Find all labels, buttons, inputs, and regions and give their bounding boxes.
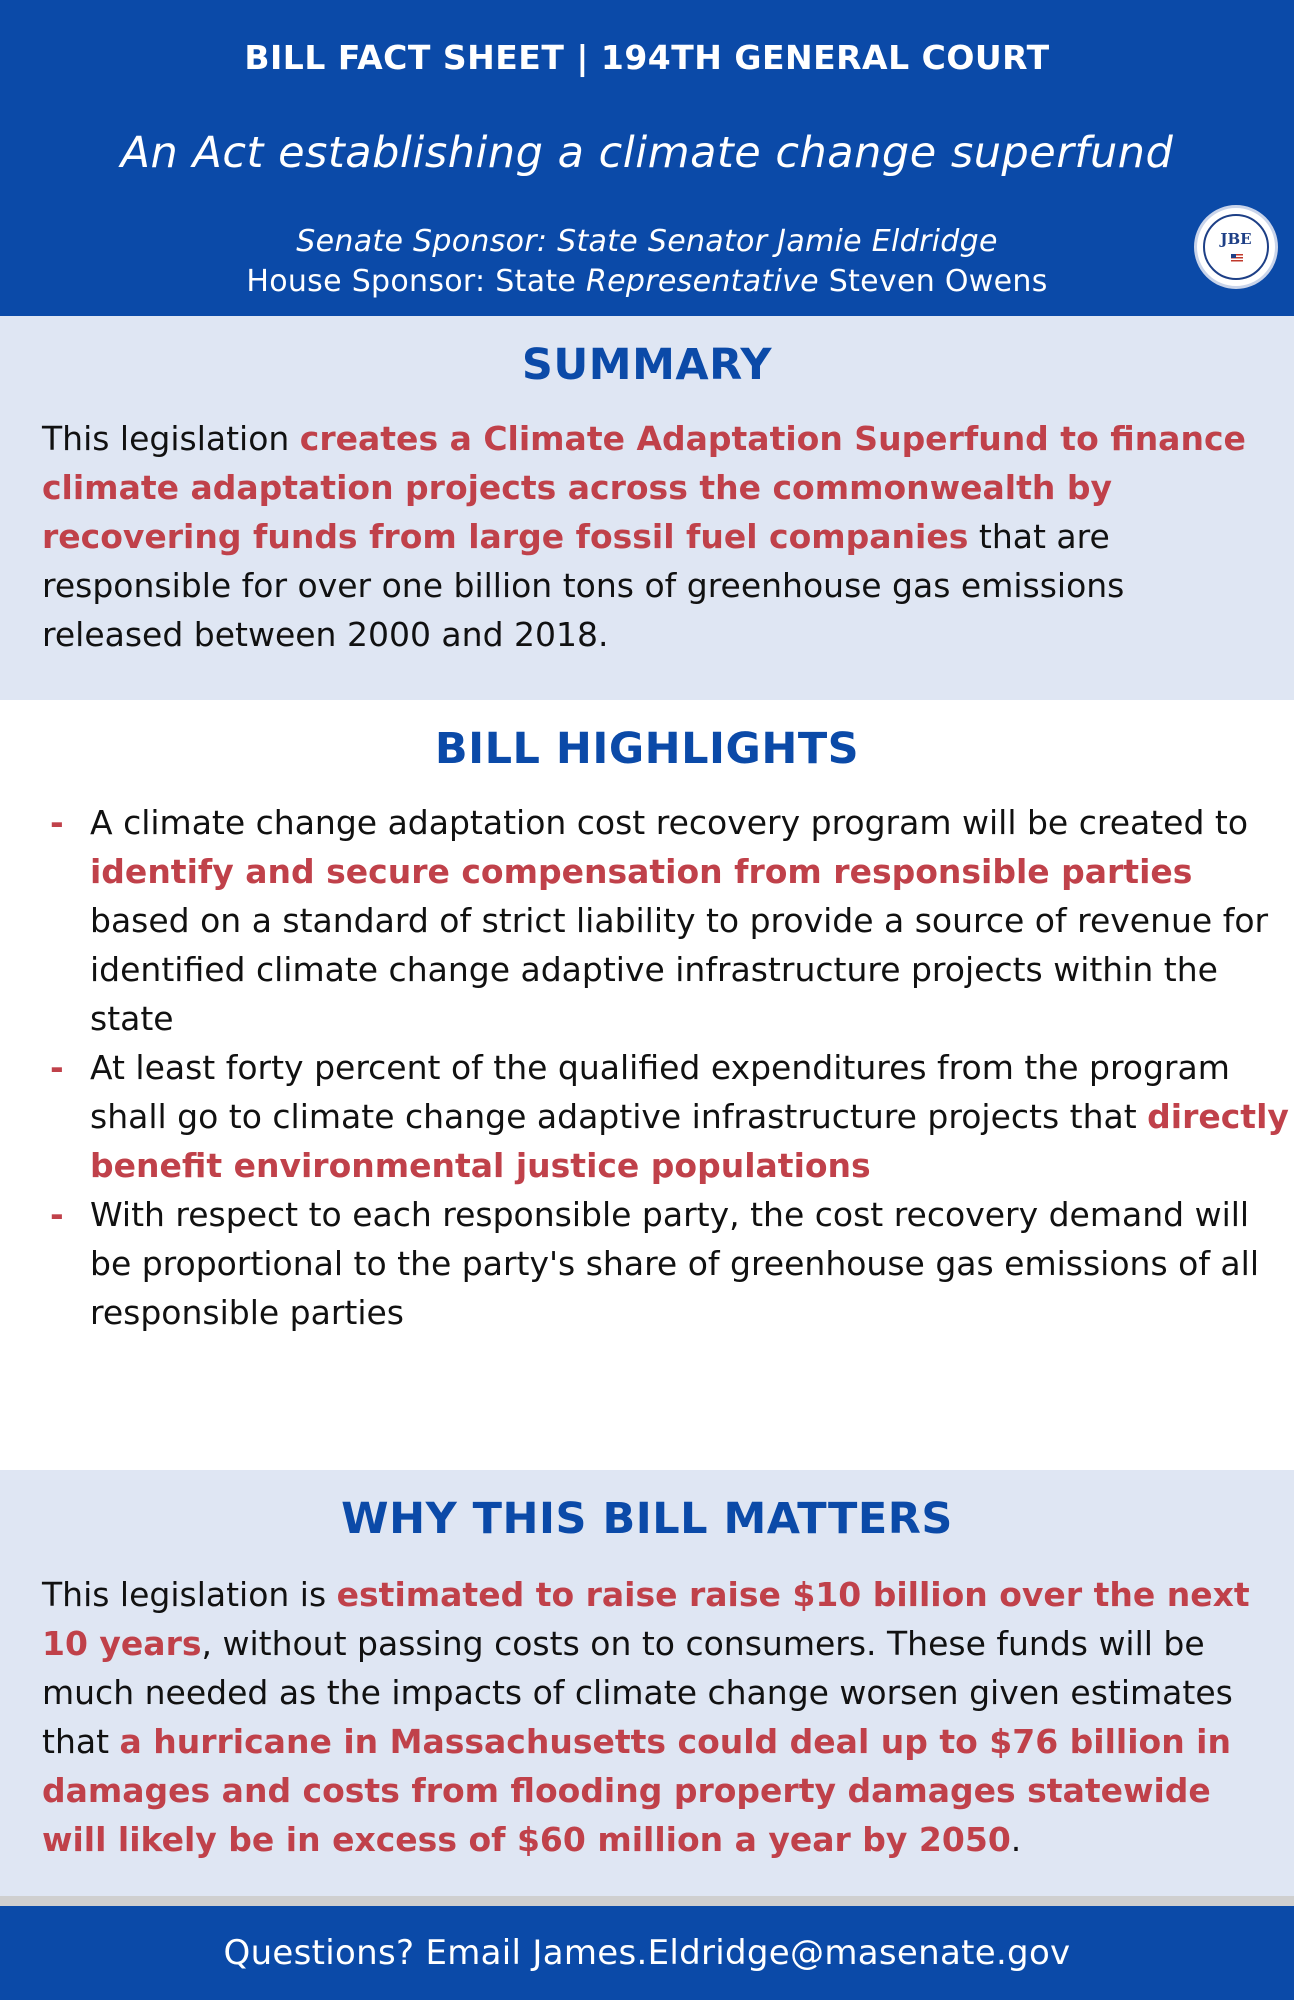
why-heading: WHY THIS BILL MATTERS	[341, 1494, 953, 1544]
seal-monogram: JBE	[1220, 230, 1252, 248]
highlights-heading: BILL HIGHLIGHTS	[434, 724, 860, 774]
senate-sponsor: Senate Sponsor: State Senator Jamie Eldridge	[296, 224, 998, 259]
why-text-after: .	[1010, 1820, 1022, 1859]
house-sponsor-title: Representative	[586, 264, 819, 299]
why-highlight-funding: estimated to raise raise $10 billion over the next 10 years	[42, 1575, 1250, 1663]
summary-text-before: This legislation	[42, 419, 300, 458]
flag-icon	[1231, 254, 1243, 262]
item-highlight: identify and secure compensation from responsible parties	[90, 852, 1193, 891]
senator-seal-logo	[1194, 205, 1278, 289]
list-item	[50, 798, 1290, 1043]
header-banner	[0, 0, 1294, 316]
bullet-dash: -	[50, 803, 64, 842]
summary-paragraph	[42, 414, 1272, 659]
why-text-middle: , without passing costs on to consumers. These funds will be much needed as the impacts of climate change worsen given estimates that	[42, 1624, 1233, 1761]
summary-heading: SUMMARY	[521, 340, 773, 390]
house-sponsor	[0, 264, 1294, 299]
why-highlight-damages: a hurricane in Massachusetts could deal up to $76 billion in damages and costs from flooding property damages statewide will likely be in excess of $60 million a year by 2050	[42, 1722, 1231, 1859]
item-text-after: based on a standard of strict liability to provide a source of revenue for identified climate change adaptive infrastructure projects within the state	[90, 901, 1269, 1038]
summary-text-after: that are responsible for over one billion tons of greenhouse gas emissions released between 2000 and 2018.	[42, 517, 1125, 654]
house-sponsor-name: Steven Owens	[818, 264, 1048, 299]
item-text: With respect to each responsible party, the cost recovery demand will be proportional to the party's share of greenhouse gas emissions of all responsible parties	[90, 1195, 1259, 1332]
footer-divider	[0, 1896, 1294, 1906]
bullet-dash: -	[50, 1048, 64, 1087]
summary-highlight: creates a Climate Adaptation Superfund to finance climate adaptation projects across the commonwealth by recovering funds from large fossil fuel companies	[42, 419, 1246, 556]
item-text: At least forty percent of the qualified expenditures from the program shall go to climate change adaptive infrastructure projects that	[90, 1048, 1230, 1136]
why-text-before: This legislation is	[42, 1575, 337, 1614]
highlights-list	[50, 798, 1290, 1337]
house-sponsor-prefix: House Sponsor: State	[246, 264, 587, 299]
item-highlight: directly benefit environmental justice populations	[90, 1097, 1289, 1185]
bullet-dash: -	[50, 1195, 64, 1234]
bill-title: An Act establishing a climate change superfund	[120, 128, 1174, 178]
item-text: A climate change adaptation cost recovery program will be created to	[90, 803, 1249, 842]
why-paragraph	[42, 1570, 1272, 1864]
list-item	[50, 1190, 1290, 1337]
list-item	[50, 1043, 1290, 1190]
fact-sheet-kicker: BILL FACT SHEET | 194TH GENERAL COURT	[244, 38, 1050, 77]
footer-contact: Questions? Email James.Eldridge@masenate.gov	[0, 1906, 1294, 2000]
